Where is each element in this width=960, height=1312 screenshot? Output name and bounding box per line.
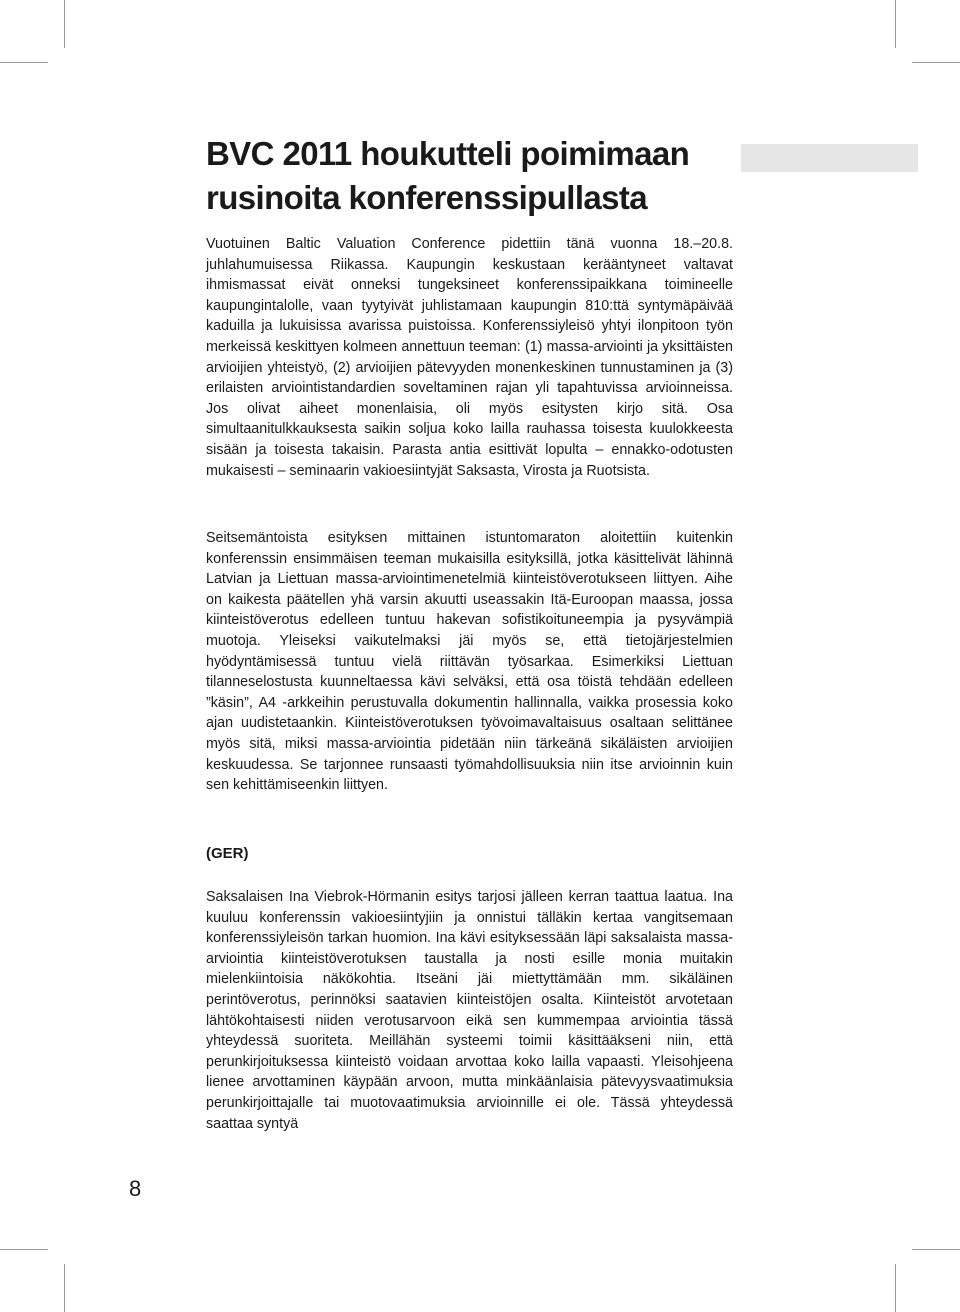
crop-mark xyxy=(912,1249,960,1250)
crop-mark xyxy=(64,1264,65,1312)
page-number: 8 xyxy=(129,1176,142,1201)
article-paragraph-1: Vuotuinen Baltic Valuation Conference pidettiin tänä vuonna 18.–20.8. juhlahumuisessa Riikassa. Kaupungin keskustaan kerääntyneet valtavat ihmismassat eivät onneksi tungeksineet konferenssipaikkana toimineelle kaupungintalolle, vaan tyytyivät juhlistamaan kaupungin 810:ttä syntymäpäivää kaduilla ja lukuisissa avarissa puistoissa. Konferenssiyleisö yhtyi ilonpitoon työn merkeissä keskittyen kolmeen annettuun teeman: (1) massa-arviointi ja yksittäisten arvioijien yhteistyö, (2) arvioijien pätevyyden monenkeskinen tunnustaminen ja (3) erilaisten arviointistandardien soveltaminen rajan yli tapahtuvissa arvioinneissa. Jos olivat aiheet monenlaisia, oli myös esitysten kirjo sitä. Osa simultaanitulkkauksesta saikin soljua koko lailla rauhassa toisesta kuulokkeesta sisään ja toisesta takaisin. Parasta antia esittivät lopulta – ennakko-odotusten mukaisesti – seminaarin vakioesiintyjät Saksasta, Virosta ja Ruotsista. xyxy=(206,236,733,479)
header-grey-bar xyxy=(741,144,918,172)
crop-mark xyxy=(0,62,48,63)
section-heading: (GER) xyxy=(206,845,249,862)
article-paragraph-3: Saksalaisen Ina Viebrok-Hörmanin esitys tarjosi jälleen kerran taattua laatua. Ina kuuluu konferenssin vakioesiintyjiin ja onnistui tälläkin kertaa vangitsemaan konferenssiyleisön tarkan huomion. Ina kävi esityksessään läpi saksalaista massa-arviointia kiinteistöverotuksen taustalla ja nosti esille monia muitakin mielenkiintoisia näkökohtia. Itseäni jäi miettyttämään mm. sikäläinen perintöverotus, perinnöksi saatavien kiinteistöjen osalta. Kiinteistöt arvotetaan lähtökohtaisesti niiden verotusarvoon eikä sen kummempaa arviointia tässä yhteydessä suoriteta. Meillähän systeemi toimii käsittääkseni niin, että perunkirjoituksessa kiinteistö voidaan arvottaa koko lailla vapaasti. Yleisohjeena lienee arvottaminen käypään arvoon, mutta minkäänlaisia pätevyysvaatimuksia perunkirjoittajalle tai muotovaatimuksia arvioinnille ei ole. Tässä yhteydessä saattaa syntyä xyxy=(206,889,733,1132)
crop-mark xyxy=(912,62,960,63)
crop-mark xyxy=(895,0,896,48)
crop-mark xyxy=(895,1264,896,1312)
article-paragraph-2: Seitsemäntoista esityksen mittainen istuntomaraton aloitettiin kuitenkin konferenssin ensimmäisen teeman mukaisilla esityksillä, jotka käsittelivät lähinnä Latvian ja Liettuan massa-arviointimenetelmiä kiinteistöverotukseen liittyen. Aihe on kaikesta päätellen yhä varsin akuutti useassakin Itä-Euroopan maassa, jossa kiinteistöverotus edelleen tuntuu hakevan sofistikoituneempia ja pysyvämpiä muotoja. Yleiseksi vaikutelmaksi jäi myös se, että tietojärjestelmien hyödyntämisessä tuntuu vielä riittävän työsarkaa. Esimerkiksi Liettuan tilanneselostusta kuunneltaessa kävi selväksi, että osa töistä tehdään edelleen ”käsin”, A4 -arkkeihin perustuvalla dokumentin hallinnalla, vaikka prosessia koko ajan uudistetaankin. Kiinteistöverotuksen työvoimavaltaisuus osaltaan selittänee myös sitä, miksi massa-arviointia pidetään niin tärkeänä sikäläisten arvioijien keskuudessa. Se tarjonnee runsaasti työmahdollisuuksia niin itse arvioinnin kuin sen kehittämiseenkin liittyen. xyxy=(206,530,733,794)
article-title: BVC 2011 houkutteli poimimaan rusinoita konferenssipullasta xyxy=(206,135,690,216)
crop-mark xyxy=(64,0,65,48)
crop-mark xyxy=(0,1249,48,1250)
